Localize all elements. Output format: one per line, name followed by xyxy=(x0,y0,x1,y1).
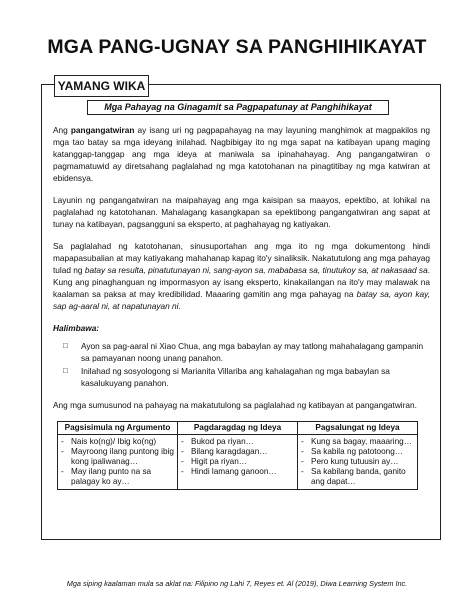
list-item: - Nais ko(ng)/ Ibig ko(ng) xyxy=(61,437,157,446)
paragraph-3-b: . Kung ang pinaghanguan ng impormasyon ay isang eksperto, kinakailangan na ito'y may malawak na kaalaman sa paksa at may kredibilidad. Maaaring gamitin ang mga pahayag na xyxy=(53,265,430,299)
checkbox-bullet-icon: □ xyxy=(63,366,68,375)
paragraph-3-c: . xyxy=(178,301,181,311)
list-item: - Kung sa bagay, maaaring… xyxy=(301,437,412,446)
term-pangangatwiran: pangangatwiran xyxy=(70,125,135,135)
list-item: - Bilang karagdagan… xyxy=(181,447,268,456)
table-cell xyxy=(178,435,298,490)
example-text: Inilahad ng sosyologong si Marianita Villariba ang kahalagahan ng mga babaylan sa kasalukuyang panahon. xyxy=(81,366,390,388)
column-header: Pagsisimula ng Argumento xyxy=(58,422,178,435)
paragraph-2: Layunin ng pangangatwiran na maipahayag ang mga kaisipan sa maayos, epektibo, at lohikal na paglalahad ng katotohanan. Mahalagang kasangkapan sa epektibong pangangatwiran ang sapat at tunay na katibayan, pagsangguni sa eksperto, at paghahayag ng katiyakan. xyxy=(53,195,430,229)
list-item: - Hindi lamang ganoon… xyxy=(181,467,277,476)
table-header-row xyxy=(58,422,418,435)
halimbawa-label: Halimbawa: xyxy=(53,323,100,333)
section-tag: YAMANG WIKA xyxy=(54,75,149,97)
column-header: Pagdaragdag ng Ideya xyxy=(178,422,298,435)
column-header: Pagsalungat ng Ideya xyxy=(298,422,418,435)
paragraph-1-lead: Ang xyxy=(53,125,71,135)
table-cell xyxy=(298,435,418,490)
paragraph-3-a: Sa paglalahad ng katotohanan, sinusuportahan ang mga ito ng mga dokumentong hindi mapapasubalian at may katiyakang mahahanap kapag ito'y sinaliksik. Nakatutulong ang mga pahayag tulad ng xyxy=(53,241,430,275)
paragraph-4: Ang mga sumusunod na pahayag na makatutulong sa paglalahad ng katibayan at pangangatwiran. xyxy=(53,400,417,410)
paragraph-1 xyxy=(53,124,430,184)
list-item: - Bukod pa riyan… xyxy=(181,437,254,446)
paragraph-1-text: ay isang uri ng pagpapahayag na may layuning manghimok at magpakilos ng mga tao batay sa mga ideyang inilahad. Nagbibigay ito ng mga sapat na katibayan upang maging katanggap-tanggap ang mga ideya at maniwala sa ipinahahayag. Ang pangangatwiran o pagmamatuwid ay diretsahang paglalahad ng mga katotohanan na pinagtitibay ng mga katwiran at ebidensya. xyxy=(53,125,430,183)
list-item: - Sa kabilang banda, ganito ang dapat… xyxy=(301,467,406,486)
paragraph-3-phrases-2: batay sa, ayon kay, sap ag-aaral ni, at napatunayan ni xyxy=(53,289,430,311)
table-cell xyxy=(58,435,178,490)
phrases-table xyxy=(57,421,418,490)
list-item: - Sa kabila ng patotoong… xyxy=(301,447,403,456)
source-footnote: Mga siping kaalaman mula sa aklat na: Filipino ng Lahi 7, Reyes et. Al (2019), Diwa Learning System Inc. xyxy=(66,579,408,588)
list-item xyxy=(63,365,430,389)
paragraph-3-phrases-1: batay sa resulta, pinatutunayan ni, sang-ayon sa, mababasa sa, tinutukoy sa, at nakasaad sa xyxy=(84,265,428,275)
example-text: Ayon sa pag-aaral ni Xiao Chua, ang mga babaylan ay may tatlong mahahalagang gampanin sa pamayanan noong unang panahon. xyxy=(81,341,424,363)
checkbox-bullet-icon: □ xyxy=(63,341,68,350)
section-subtitle: Mga Pahayag na Ginagamit sa Pagpapatunay at Panghihikayat xyxy=(87,100,389,115)
list-item: - Mayroong ilang puntong ibig kong ipaliwanag… xyxy=(61,447,174,466)
list-item: - Higit pa riyan… xyxy=(181,457,247,466)
body-content xyxy=(53,124,430,490)
paragraph-3 xyxy=(53,240,430,312)
table-row xyxy=(58,435,418,490)
list-item: - Pero kung tutuusin ay… xyxy=(301,457,399,466)
list-item: - May ilang punto na sa palagay ko ay… xyxy=(61,467,152,486)
example-list xyxy=(63,340,430,389)
page-title: MGA PANG-UGNAY SA PANGHIHIKAYAT xyxy=(47,36,427,58)
list-item xyxy=(63,340,430,364)
